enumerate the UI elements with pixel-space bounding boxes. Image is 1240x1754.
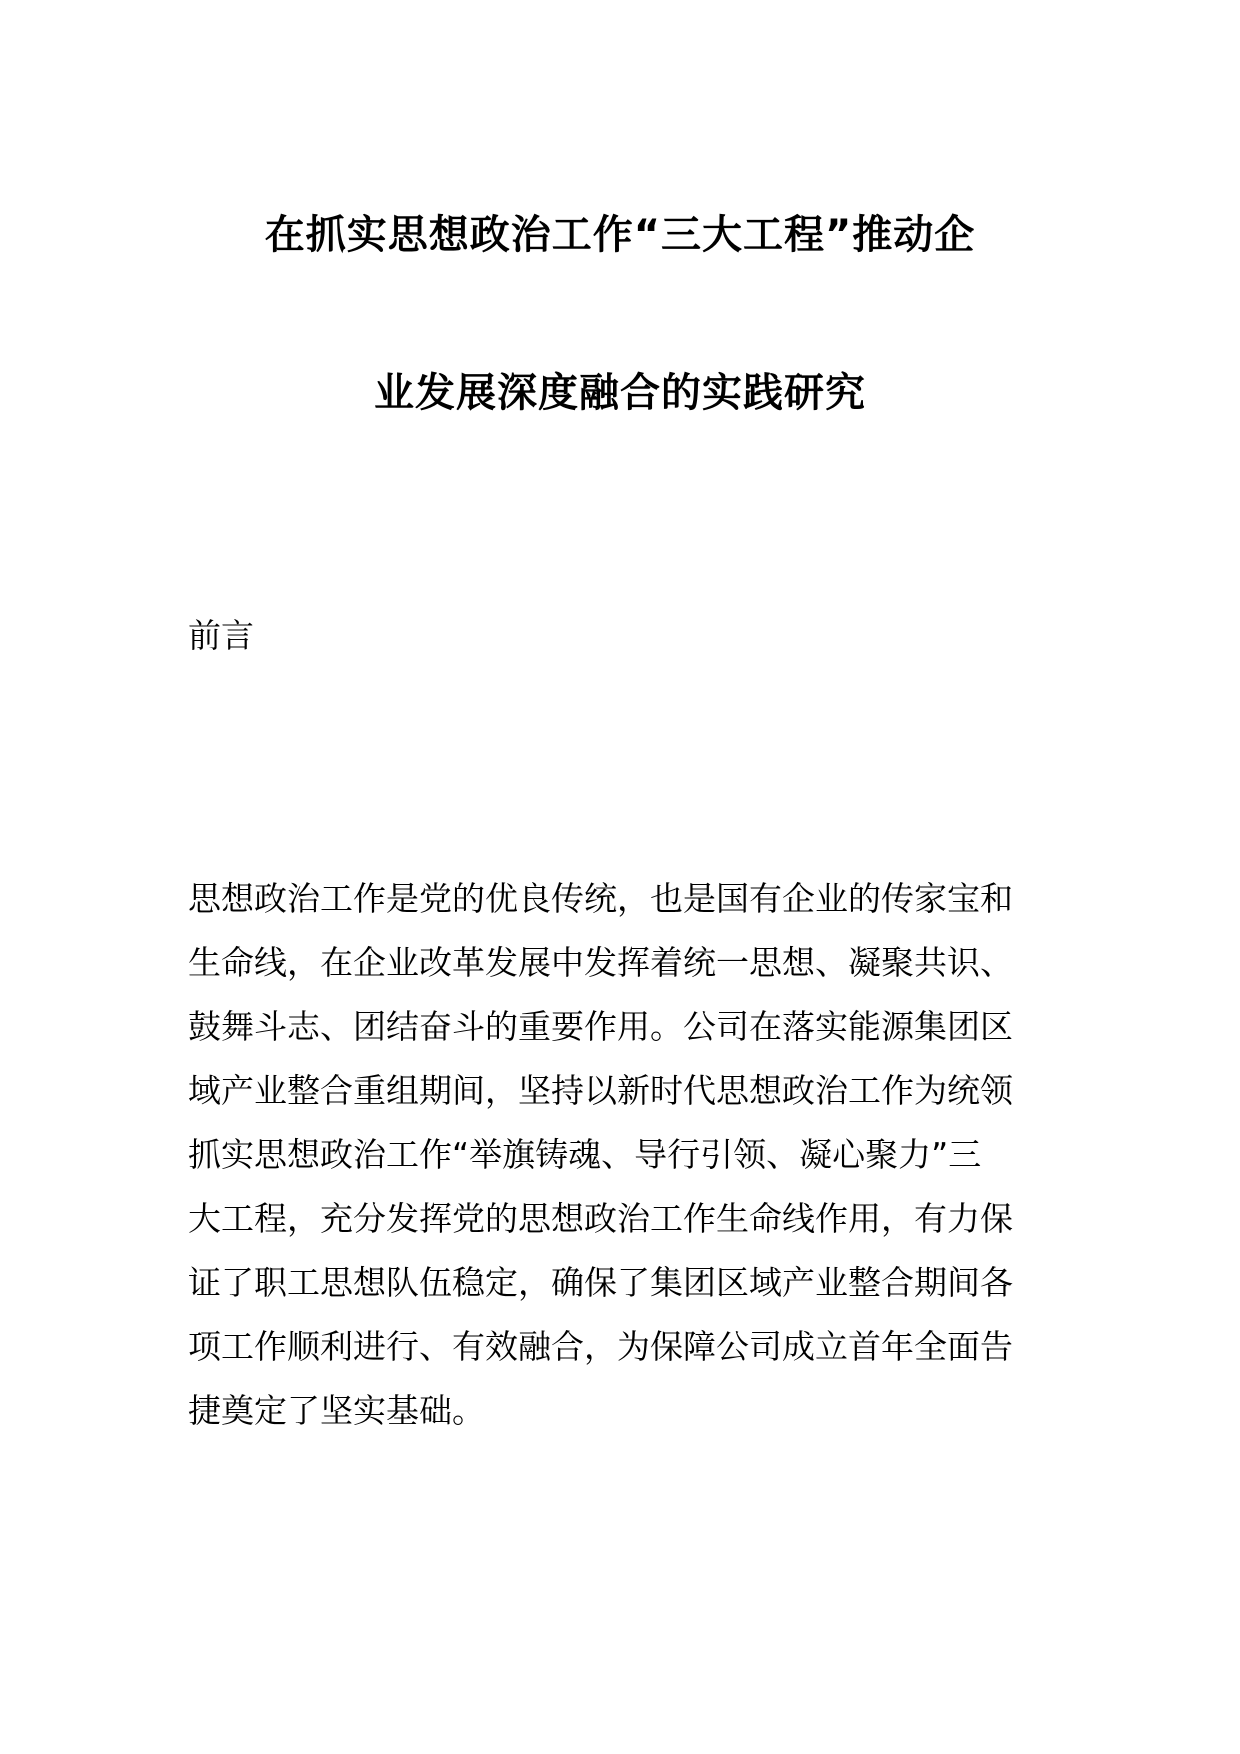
preface-heading: 前言 xyxy=(188,616,254,655)
body-line: 思想政治工作是党的优良传统，也是国有企业的传家宝和 xyxy=(188,879,1013,918)
body-line: 域产业整合重组期间，坚持以新时代思想政治工作为统领 xyxy=(188,1071,1013,1110)
body-line: 证了职工思想队伍稳定，确保了集团区域产业整合期间各 xyxy=(188,1263,1013,1302)
body-line: 捷奠定了坚实基础。 xyxy=(188,1391,485,1430)
body-line: 抓实思想政治工作“举旗铸魂、导行引领、凝心聚力”三 xyxy=(188,1135,982,1174)
body-line: 鼓舞斗志、团结奋斗的重要作用。公司在落实能源集团区 xyxy=(188,1007,1013,1046)
body-line: 生命线，在企业改革发展中发挥着统一思想、凝聚共识、 xyxy=(188,943,1013,982)
document-title-line-2: 业发展深度融合的实践研究 xyxy=(374,370,866,416)
document-title-line-1: 在抓实思想政治工作“三大工程”推动企 xyxy=(264,212,976,258)
body-line: 项工作顺利进行、有效融合，为保障公司成立首年全面告 xyxy=(188,1327,1013,1366)
body-line: 大工程，充分发挥党的思想政治工作生命线作用，有力保 xyxy=(188,1199,1013,1238)
